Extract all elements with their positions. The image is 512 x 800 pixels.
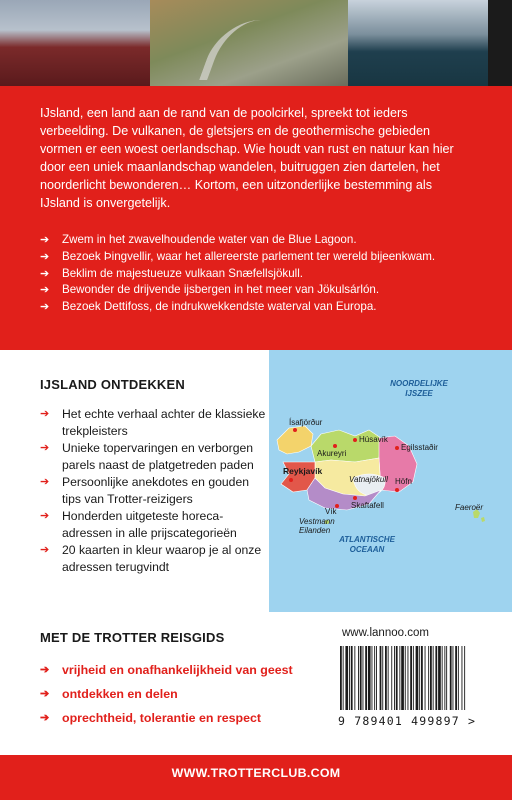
list-item: ➔ 20 kaarten in kleur waarop je al onze adressen terugvindt: [40, 543, 262, 574]
barcode-bar: [382, 646, 383, 710]
barcode-bar: [421, 646, 423, 710]
barcode-bar: [394, 646, 395, 710]
dot-hofn: [395, 488, 399, 492]
barcode-bar: [340, 646, 342, 710]
dot-reykjavik: [289, 478, 293, 482]
barcode-bar: [464, 646, 465, 710]
arrow-icon: ➔: [40, 544, 50, 556]
label-vatnajokull: Vatnajökull: [349, 475, 388, 484]
list-item: ➔ oprechtheid, tolerantie en respect: [40, 706, 330, 730]
barcode-bar: [425, 646, 426, 710]
list-item: ➔ Bezoek Þingvellir, waar het allereerste parlement ter wereld bijeenkwam.: [40, 249, 480, 266]
barcode-bar: [385, 646, 387, 710]
arrow-icon: ➔: [40, 442, 50, 454]
barcode-bar: [391, 646, 392, 710]
list-item: ➔ Bewonder de drijvende ijsbergen in het meer van Jökulsárlón.: [40, 282, 480, 299]
barcode-bar: [408, 646, 409, 710]
barcode-bar: [446, 646, 447, 710]
arrow-icon: ➔: [40, 234, 50, 246]
barcode-bar: [363, 646, 364, 710]
arrow-icon: ➔: [40, 664, 50, 676]
list-item: ➔ Honderden uitgeteste horeca-adressen in alle prijscategorieën: [40, 509, 237, 540]
barcode-bar: [405, 646, 406, 710]
barcode-bar: [368, 646, 371, 710]
trotter-heading: MET DE TROTTER REISGIDS: [40, 630, 225, 645]
dot-skaftafell: [353, 496, 357, 500]
barcode-bar: [360, 646, 362, 710]
arrow-icon: ➔: [40, 267, 50, 280]
barcode-bar: [351, 646, 353, 710]
dot-husavik: [353, 438, 357, 442]
label-eilanden: Eilanden: [299, 526, 331, 535]
list-item: ➔ ontdekken en delen: [40, 682, 330, 706]
arrow-icon: ➔: [40, 476, 50, 488]
barcode-bar: [349, 646, 350, 710]
barcode-bar: [428, 646, 429, 710]
list-item: ➔ Persoonlijke anekdotes en gouden tips van Trotter-reizigers: [40, 475, 250, 506]
iceland-map: [269, 350, 512, 612]
map-label-north-sea-2: IJSZEE: [405, 389, 433, 398]
trotter-values-list: [40, 658, 330, 730]
intro-paragraph: IJsland, een land aan de rand van de poolcirkel, spreekt tot ieders verbeelding. De vulkanen, de gletsjers en de geothermische gebieden vormen er een woest oerlandschap. Wie houdt van rust en natuur kan hier door een uniek maanlandschap wandelen, buitruggen zien dartelen, het noorderlicht bewonderen… Kortom, een uitzonderlijke bestemming als IJsland is onvergetelijk.: [40, 106, 454, 210]
label-akureyri: Akureyri: [317, 449, 347, 458]
highlights-list: [40, 232, 480, 316]
photo-geothermal-path: [150, 0, 348, 86]
barcode-bar: [433, 646, 434, 710]
barcode-bar: [455, 646, 457, 710]
features-list: [40, 406, 270, 576]
barcode-bar: [376, 646, 377, 710]
list-item: ➔ vrijheid en onafhankelijkheid van geest: [40, 658, 330, 682]
list-item: ➔ Beklim de majestueuze vulkaan Snæfellsjökull.: [40, 266, 480, 283]
label-skaftafell: Skaftafell: [351, 501, 384, 510]
barcode-bar: [430, 646, 432, 710]
barcode-bar: [453, 646, 454, 710]
arrow-icon: ➔: [40, 688, 50, 700]
label-hofn: Höfn: [395, 477, 412, 486]
barcode-bar: [396, 646, 398, 710]
isbn-barcode: [338, 646, 470, 710]
map-label-atlantic-2: OCEAAN: [349, 545, 385, 554]
arrow-icon: ➔: [40, 510, 50, 522]
arrow-icon: ➔: [40, 408, 50, 420]
barcode-bar: [413, 646, 414, 710]
barcode-bar: [399, 646, 400, 710]
spine-stripe: [488, 0, 512, 86]
barcode-bar: [450, 646, 452, 710]
barcode-bar: [416, 646, 419, 710]
label-egilsstadir: Egilsstaðir: [401, 443, 438, 452]
map-label-atlantic: ATLANTISCHE: [339, 535, 395, 544]
barcode-bar: [343, 646, 344, 710]
white-panel: [0, 350, 512, 755]
list-item: ➔ Unieke topervaringen en verborgen parels naast de platgetreden paden: [40, 441, 254, 472]
barcode-bar: [435, 646, 437, 710]
barcode-bar: [462, 646, 463, 710]
barcode-bar: [444, 646, 445, 710]
map-label-north-sea: NOORDELIJKE: [390, 379, 448, 388]
arrow-icon: ➔: [40, 250, 50, 263]
isbn-number: 9 789401 499897 >: [338, 714, 477, 728]
label-faeroer: Faeroër: [455, 503, 484, 512]
label-vik: Vík: [325, 507, 337, 516]
photo-volcanic-landscape: [0, 0, 150, 86]
barcode-bar: [401, 646, 404, 710]
barcode-bar: [372, 646, 373, 710]
barcode-bar: [410, 646, 412, 710]
ontdekken-heading: IJSLAND ONTDEKKEN: [40, 377, 185, 392]
barcode-bar: [458, 646, 459, 710]
dot-akureyri: [333, 444, 337, 448]
arrow-icon: ➔: [40, 712, 50, 724]
barcode-bar: [388, 646, 389, 710]
barcode-bar: [419, 646, 420, 710]
barcode-bar: [354, 646, 355, 710]
barcode-bar: [374, 646, 375, 710]
dot-egilsstadir: [395, 446, 399, 450]
trotterclub-url: WWW.TROTTERCLUB.COM: [171, 766, 341, 780]
list-item: ➔ Bezoek Dettifoss, de indrukwekkendste waterval van Europa.: [40, 299, 480, 316]
label-husavik: Húsavík: [359, 435, 388, 444]
barcode-bar: [380, 646, 382, 710]
label-reykjavik: Reykjavík: [283, 466, 323, 476]
barcode-bar: [365, 646, 367, 710]
label-isafjordur: Ísafjörður: [289, 418, 323, 427]
dot-isafjordur: [293, 428, 297, 432]
barcode-bar: [345, 646, 348, 710]
photo-strip: [0, 0, 512, 86]
list-item: ➔ Zwem in het zwavelhoudende water van de Blue Lagoon.: [40, 232, 480, 249]
barcode-bar: [442, 646, 443, 710]
arrow-icon: ➔: [40, 284, 50, 297]
list-item: ➔ Het echte verhaal achter de klassieke trekpleisters: [40, 407, 266, 438]
barcode-bar: [358, 646, 359, 710]
arrow-icon: ➔: [40, 301, 50, 314]
publisher-url: www.lannoo.com: [342, 627, 429, 639]
label-vestmann: Vestmann: [299, 517, 335, 526]
barcode-bar: [438, 646, 441, 710]
